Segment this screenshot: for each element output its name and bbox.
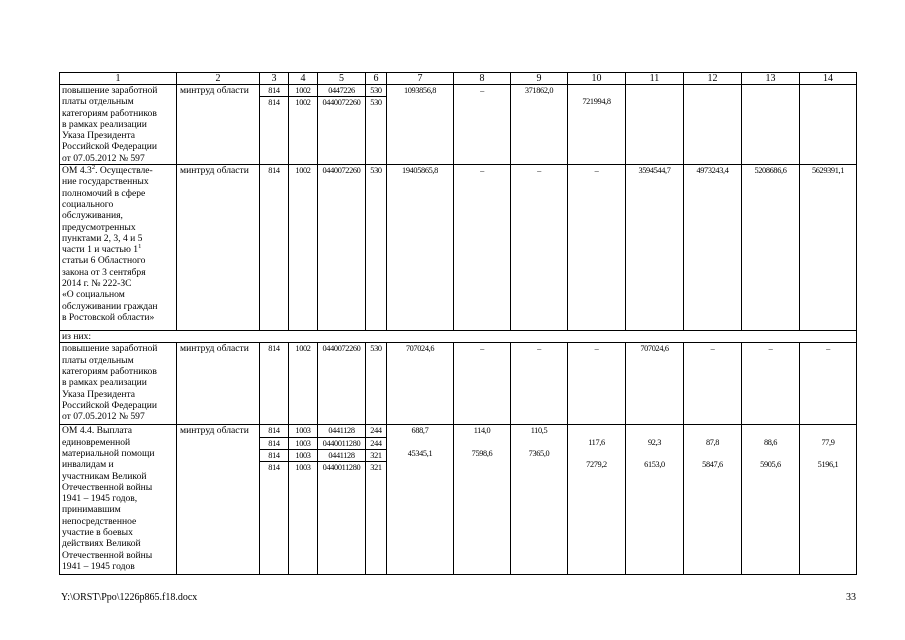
cell-c8: – — [454, 165, 511, 331]
column-header: 14 — [800, 73, 857, 85]
cell-c13 — [742, 85, 800, 165]
ministry-cell: минтруд области — [177, 343, 260, 425]
column-header: 6 — [366, 73, 387, 85]
cell-c3: 814 — [260, 343, 289, 425]
cell-c12: 87,8 5847,6 — [684, 425, 742, 575]
cell-c13: 88,6 5905,6 — [742, 425, 800, 575]
file-path: Y:\ORST\Ppo\1226p865.f18.docx — [61, 592, 198, 603]
cell-c6: 530 — [366, 165, 387, 331]
cell-c5: 0440072260 — [318, 343, 366, 425]
cell-c3: 814 — [260, 165, 289, 331]
cell-c4: 1002 1002 — [289, 85, 318, 165]
table-row — [60, 425, 857, 575]
cell-c7: 1093856,8 — [387, 85, 454, 165]
cell-c9: 371862,0 — [511, 85, 568, 165]
cell-c3: 814 814 — [260, 85, 289, 165]
cell-c14: – — [800, 343, 857, 425]
table-row — [60, 85, 857, 165]
cell-c4: 1002 — [289, 165, 318, 331]
header-row — [60, 73, 857, 85]
column-header: 1 — [60, 73, 177, 85]
cell-c12: 4973243,4 — [684, 165, 742, 331]
cell-c3: 814 814 814 814 — [260, 425, 289, 575]
cell-c14: 77,9 5196,1 — [800, 425, 857, 575]
cell-c14 — [800, 85, 857, 165]
description-cell: ОМ $4.3^2$. Осуществле- ние государственных полномочий в сфере социального обслуживания, предусмотренных пунктами 2, 3, 4 и 5 части 1 и частью $1^1$ статьи 6 Областного закона от 3 сентября 2014 г. № 222-ЗС «О социальном обслуживании граждан в Ростовской области» — [60, 165, 177, 331]
column-header: 12 — [684, 73, 742, 85]
cell-c6: 530 — [366, 343, 387, 425]
description-cell: ОМ 4.4. Выплата единовременной материальной помощи инвалидам и участникам Великой Отечественной войны 1941 – 1945 годов, принимавшим непосредственное участие в боевых действиях Великой Отечественной войны 1941 – 1945 годов — [60, 425, 177, 575]
cell-c7: 707024,6 — [387, 343, 454, 425]
cell-c6: 244 244 321 321 — [366, 425, 387, 575]
cell-c11: 707024,6 — [626, 343, 684, 425]
column-header: 2 — [177, 73, 260, 85]
column-header: 10 — [568, 73, 626, 85]
cell-c11: 3594544,7 — [626, 165, 684, 331]
cell-c7: 19405865,8 — [387, 165, 454, 331]
page-number: 33 — [846, 592, 856, 603]
cell-c13: 5208686,6 — [742, 165, 800, 331]
ministry-cell: минтруд области — [177, 425, 260, 575]
cell-c8: – — [454, 85, 511, 165]
column-header: 7 — [387, 73, 454, 85]
cell-c4: 1002 — [289, 343, 318, 425]
cell-c4: 1003 1003 1003 1003 — [289, 425, 318, 575]
cell-c10: 117,6 7279,2 — [568, 425, 626, 575]
cell-c5: 0447226 0440072260 — [318, 85, 366, 165]
ministry-cell: минтруд области — [177, 85, 260, 165]
ministry-cell: минтруд области — [177, 165, 260, 331]
description-cell: повышение заработной платы отдельным категориям работников в рамках реализации Указа Президента Российской Федерации от 07.05.2012 № 597 — [60, 343, 177, 425]
cell-c10: 721994,8 — [568, 85, 626, 165]
cell-c10: – — [568, 165, 626, 331]
table-row — [60, 165, 857, 331]
cell-c14: 5629391,1 — [800, 165, 857, 331]
table-row — [60, 331, 857, 343]
cell-c13: – — [742, 343, 800, 425]
cell-c11: 92,3 6153,0 — [626, 425, 684, 575]
cell-c12 — [684, 85, 742, 165]
description-cell: из них: — [60, 331, 857, 343]
cell-c10: – — [568, 343, 626, 425]
cell-c5: 0440072260 — [318, 165, 366, 331]
cell-c7: 688,7 45345,1 — [387, 425, 454, 575]
column-header: 5 — [318, 73, 366, 85]
column-header: 11 — [626, 73, 684, 85]
column-header: 13 — [742, 73, 800, 85]
cell-c11 — [626, 85, 684, 165]
description-cell: повышение заработной платы отдельным категориям работников в рамках реализации Указа Президента Российской Федерации от 07.05.2012 № 597 — [60, 85, 177, 165]
budget-table — [59, 72, 857, 575]
cell-c5: 0441128 0440011280 0441128 0440011280 — [318, 425, 366, 575]
cell-c9: – — [511, 343, 568, 425]
cell-c9: 110,5 7365,0 — [511, 425, 568, 575]
column-header: 4 — [289, 73, 318, 85]
cell-c6: 530 530 — [366, 85, 387, 165]
cell-c12: – — [684, 343, 742, 425]
column-header: 3 — [260, 73, 289, 85]
cell-c8: – — [454, 343, 511, 425]
column-header: 8 — [454, 73, 511, 85]
cell-c9: – — [511, 165, 568, 331]
table-row — [60, 343, 857, 425]
cell-c8: 114,0 7598,6 — [454, 425, 511, 575]
column-header: 9 — [511, 73, 568, 85]
